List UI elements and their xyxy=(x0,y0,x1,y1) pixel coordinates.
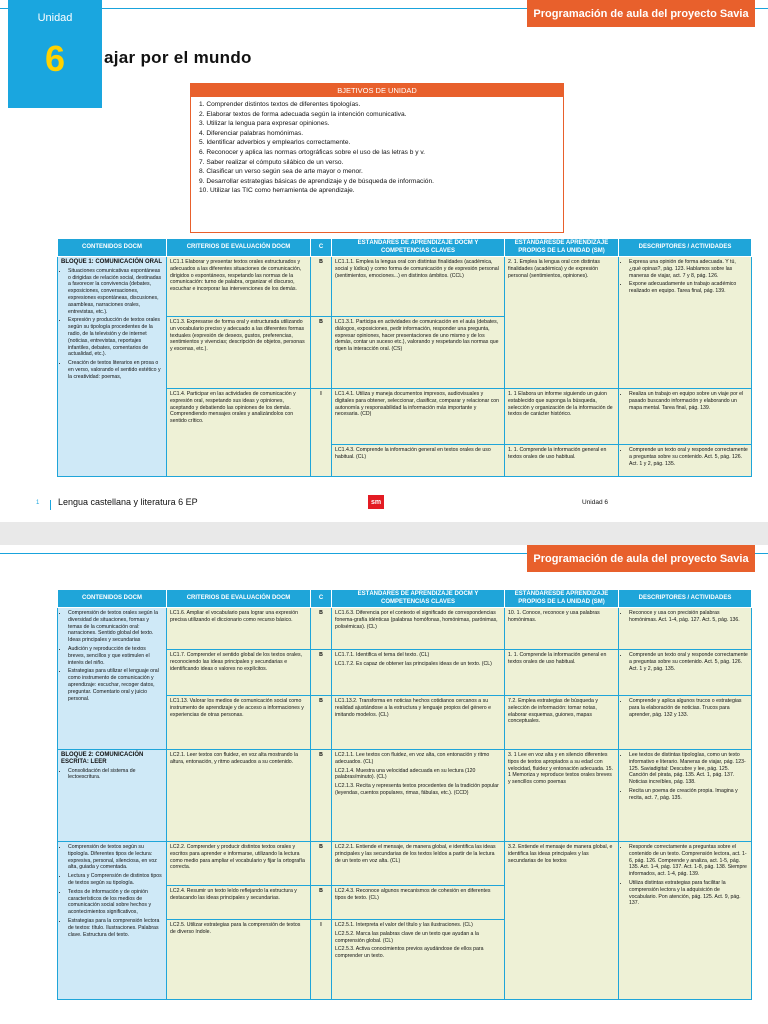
table-header-row xyxy=(58,590,752,608)
content-item: • Estrategias para utilizar el lenguaje oral como instrumento de comunicación y aprendizaje: escuchar, recoger datos, preguntar. Comentario oral y juicio personal. xyxy=(68,668,163,702)
descriptor-cell xyxy=(619,257,752,389)
standard-cell xyxy=(332,920,505,1000)
criteria-cell: LC2.5. Utilizar estrategias para la comprensión de textos de diverso índole. xyxy=(167,920,311,1000)
level-cell: B xyxy=(311,696,332,750)
project-banner: Programación de aula del proyecto Savia xyxy=(527,0,755,27)
level-cell: I xyxy=(311,920,332,1000)
criteria-cell: LC1.3. Expresarse de forma oral y estructurada utilizando un vocabulario preciso y adecuado a las diferentes formas textuales (expresión de deseos, gustos, preferencias, sentimientos y vivencias; descripción de objetos, personas y escenas, etc.). xyxy=(167,317,311,389)
footer-divider xyxy=(50,500,51,510)
col-header: ESTÁNDARESDE APRENDIZAJE PROPIOS DE LA UNIDAD (SM) xyxy=(505,590,619,608)
descriptor-item: • Expresa una opinión de forma adecuada. Y tú, ¿qué opinas?, pág. 123. Hablamos sobre las maneras de viajar, act. 7 y 8, pág. 126. xyxy=(629,259,748,279)
objective-item: 6. Reconocer y aplica las normas ortográficas sobre el uso de las letras b y v. xyxy=(199,148,426,156)
descriptor-cell xyxy=(619,696,752,750)
descriptor-cell xyxy=(619,389,752,445)
criteria-cell: LC2.2. Comprender y producir distintos textos orales y escritos para aprender e informarse, utilizando la lectura como medio para ampliar el vocabulario y fijar la ortografía correcta. xyxy=(167,842,311,886)
planning-table-2 xyxy=(57,589,752,1000)
objective-item: 10. Utilizar las TIC como herramienta de aprendizaje. xyxy=(199,187,355,195)
sm-standard-cell: 3. 1 Lee en voz alta y en silencio diferentes tipos de textos apropiados a su edad con velocidad, fluidez y entonación adecuada. 15. 1 Memoriza y reproduce textos orales breves y sencillos como poemas xyxy=(505,750,619,842)
criteria-cell: LC1.6. Ampliar el vocabulario para lograr una expresión precisa utilizando el diccionario como recurso básico. xyxy=(167,608,311,650)
col-header: CONTENIDOS DOCM xyxy=(58,239,167,257)
descriptor-item: • Realiza un trabajo en equipo sobre un viaje por el pasado buscando información y elaborando un mapa mental. Tarea final, pág. 139. xyxy=(629,391,748,411)
sm-standard-cell: 3.2. Entiende el mensaje de manera global, e identifica las ideas principales y las secundarias de los textos xyxy=(505,842,619,1000)
block-title: BLOQUE 2: COMUNICACIÓN ESCRITA: LEER xyxy=(61,752,144,765)
page-separator xyxy=(0,522,768,545)
standard-cell: LC2.4.3. Reconoce algunos mecanismos de cohesión en diferentes tipos de texto. (CL) xyxy=(332,886,505,920)
unit-label: Unidad xyxy=(37,12,73,24)
descriptor-item: • Comprende y aplica algunos trucos o estrategias para la elaboración de noticias. Trucos para aprender, pág. 132 y 133. xyxy=(629,698,748,718)
contents-cell xyxy=(58,750,167,842)
page-number: 1 xyxy=(36,500,40,506)
standard-cell: LC1.4.1. Utiliza y maneja documentos impresos, audiovisuales y digitales para obtener, seleccionar, clasificar, comparar y relacionar con autonomía y responsabilidad la información más importante y necesaria. (CD) xyxy=(332,389,505,445)
sm-standard-cell: 1. 1. Comprende la información general en textos orales de uso habitual. xyxy=(505,650,619,696)
table-row xyxy=(58,750,752,842)
page-footer xyxy=(0,494,768,516)
standard-item: LC2.5.1. Interpreta el valor del título y las ilustraciones. (CL) xyxy=(335,922,473,928)
sm-logo-icon: sm xyxy=(368,495,384,509)
objective-item: 7. Saber realizar el cómputo silábico de un verso. xyxy=(199,158,344,166)
col-header: CRITERIOS DE EVALUACIÓN DOCM xyxy=(167,590,311,608)
descriptor-item: • Reconoce y usa con precisión palabras homónimas. Act. 1-4, pág. 127. Act. 5, pág. 136. xyxy=(629,610,748,624)
standard-item: LC2.1.1. Lee textos con fluidez, en voz alta, con entonación y ritmo adecuados. (CL) xyxy=(335,752,490,765)
descriptor-cell xyxy=(619,650,752,696)
sm-standard-cell: 2. 1. Emplea la lengua oral con distintas finalidades (académica) y de expresión personal (sentimientos, opiniones). xyxy=(505,257,619,389)
standard-item: LC1.7.1. Identifica el tema del texto. (CL) xyxy=(335,652,430,658)
content-item: • Expresión y producción de textos orales según su tipología procedentes de la radio, de la televisión y de internet (noticias, entrevistas, reportajes infantiles, debates, comentarios de actualidad, etc.). xyxy=(68,317,163,358)
level-cell: B xyxy=(311,842,332,886)
criteria-cell: LC1.4. Participar en las actividades de comunicación y expresión oral, respetando sus ideas y opiniones, aceptando y debatiendo las opiniones de los demás. Comprendiendo mensajes orales y analizándolos con sentido crítico. xyxy=(167,389,311,477)
footer-subject: Lengua castellana y literatura 6 EP xyxy=(58,497,198,507)
col-header: DESCRIPTORES / ACTIVIDADES xyxy=(619,239,752,257)
objective-item: 3. Utilizar la lengua para expresar opiniones. xyxy=(199,120,330,128)
standard-item: LC2.1.3. Recita y representa textos procedentes de la tradición popular (leyendas, cuentos populares, rimas, fábulas, etc.). (CCD) xyxy=(335,783,499,796)
unit-number: 6 xyxy=(44,38,66,79)
content-item: • Situaciones comunicativas espontáneas o dirigidas de relación social, destinadas a favorecer la convivencia (debates, exposiciones, conversaciones, expresiones espontáneas, discusiones, asambleas, narraciones orales, entrevistas, etc.). xyxy=(68,268,163,316)
col-header: DESCRIPTORES / ACTIVIDADES xyxy=(619,590,752,608)
standard-cell: LC1.4.3. Comprende la información general en textos orales de uso habitual. (CL) xyxy=(332,445,505,477)
descriptor-item: • Recita un poema de creación propia. Imagina y recita, act. 7, pág. 135. xyxy=(629,788,748,802)
footer-unit: Unidad 6 xyxy=(582,499,609,506)
sm-standard-cell: 10. 1. Conoce, reconoce y usa palabras homónimas. xyxy=(505,608,619,650)
level-cell: B xyxy=(311,317,332,389)
level-cell: I xyxy=(311,389,332,477)
objective-item: 4. Diferenciar palabras homónimas. xyxy=(199,129,304,137)
table-row xyxy=(58,842,752,886)
standard-item: LC2.5.2. Marca las palabras clave de un texto que ayudan a la comprensión global. (CL) xyxy=(335,930,479,944)
standard-item: LC1.7.2. Es capaz de obtener las principales ideas de un texto. (CL) xyxy=(335,660,492,667)
col-header: ESTÁNDARESDE APRENDIZAJE PROPIOS DE LA UNIDAD (SM) xyxy=(505,239,619,257)
col-header: C xyxy=(311,590,332,608)
content-item: • Creación de textos literarios en prosa o en verso, valorando el sentido estético y la creatividad: poemas, xyxy=(68,360,163,380)
content-item: • Consolidación del sistema de lectoescritura. xyxy=(68,768,163,782)
table-row xyxy=(58,257,752,317)
level-cell: B xyxy=(311,650,332,696)
criteria-cell: LC1.13. Valorar los medios de comunicación social como instrumento de aprendizaje y de acceso a informaciones y experiencias de otras personas. xyxy=(167,696,311,750)
descriptor-item: • Expone adecuadamente un trabajo académico realizado en equipo. Tarea final, pág. 139. xyxy=(629,281,748,295)
standard-cell: LC2.2.1. Entiende el mensaje, de manera global, e identifica las ideas principales y las secundarias de los textos leídos a partir de la lectura de un texto en voz alta. (CL) xyxy=(332,842,505,886)
level-cell: B xyxy=(311,886,332,920)
contents-cell xyxy=(58,842,167,1000)
objective-item: 9. Desarrollar estrategias básicas de aprendizaje y de búsqueda de información. xyxy=(199,177,434,185)
project-banner: Programación de aula del proyecto Savia xyxy=(527,545,755,572)
content-item: • Estrategias para la comprensión lectora de textos: título. Ilustraciones. Palabras clave. Estructura del texto. xyxy=(68,918,163,938)
standard-cell: LC1.1.1. Emplea la lengua oral con distintas finalidades (académica, social y lúdica) y como forma de comunicación y de expresión personal (sentimientos, emociones...) en distintos ámbitos. (CCL) xyxy=(332,257,505,317)
level-cell: B xyxy=(311,608,332,650)
content-item: • Lectura y Comprensión de distintos tipos de textos según su tipología. xyxy=(68,873,163,887)
level-cell: B xyxy=(311,257,332,317)
objectives-list xyxy=(191,97,563,196)
block-title: BLOQUE 1: COMUNICACIÓN ORAL xyxy=(61,259,162,265)
table-header-row xyxy=(58,239,752,257)
descriptor-cell xyxy=(619,842,752,1000)
planning-table-1 xyxy=(57,238,752,477)
content-item: • Comprensión de textos según su tipología. Diferentes tipos de lectura: expresiva, personal, silenciosa, en voz alta, guiada y comentada. xyxy=(68,844,163,871)
criteria-cell: LC1.1 Elaborar y presentar textos orales estructurados y adecuados a las diferentes situaciones de comunicación, dirigidos o espontáneos, respetando las normas de la comunicación: turno de palabra, organizar el discurso, escuchar e incorporar las intervenciones de los demás. xyxy=(167,257,311,317)
level-cell: B xyxy=(311,750,332,842)
descriptor-item: • Lee textos de distintas tipologías, como un texto informativo e literario. Maneras de viajar, pág. 123-125. Saviadigital: Descubre y lee, pág. 125. Canción del pirata, pág. 135. Act. 1, pág. 137. Noticias increíbles, pág. 138. xyxy=(629,752,748,786)
descriptor-cell xyxy=(619,750,752,842)
contents-cell xyxy=(58,257,167,477)
objective-item: 2. Elaborar textos de forma adecuada según la intención comunicativa. xyxy=(199,110,407,118)
standard-cell xyxy=(332,650,505,696)
page-2 xyxy=(0,545,768,1024)
standard-item: LC2.5.3. Activa conocimientos previos ayudándose de ellos para comprender un texto. xyxy=(335,946,484,960)
descriptor-item: • Comprende un texto oral y responde correctamente a preguntas sobre su contenido. Act. 5, pág. 126. Act. 1 y 2, pág. 135. xyxy=(629,652,748,672)
table-row xyxy=(58,608,752,650)
unit-title: ajar por el mundo xyxy=(104,48,252,67)
contents-cell xyxy=(58,608,167,750)
descriptor-item: • Comprende un texto oral y responde correctamente a preguntas sobre su contenido. Act. 5, pág. 126. Act. 1 y 2, pág. 135. xyxy=(629,447,748,467)
unit-box xyxy=(8,0,102,108)
col-header: CONTENIDOS DOCM xyxy=(58,590,167,608)
col-header: ESTÁNDARES DE APRENDIZAJE DOCM Y COMPETENCIAS CLAVES xyxy=(332,590,505,608)
descriptor-cell xyxy=(619,608,752,650)
objective-item: 1. Comprender distintos textos de diferentes tipologías. xyxy=(199,101,361,108)
criteria-cell: LC2.1. Leer textos con fluidez, en voz alta mostrando la altura, entonación, y ritmo adecuados a su contenido. xyxy=(167,750,311,842)
objective-item: 8. Clasificar un verso según sea de arte mayor o menor. xyxy=(199,168,363,176)
content-item: • Audición y reproducción de textos breves, sencillos y que estimulen el interés del niño. xyxy=(68,646,163,666)
criteria-cell: LC1.7. Comprender el sentido global de los textos orales, reconociendo las ideas principales y secundarias e identificando ideas o valores no explícitos. xyxy=(167,650,311,696)
objectives-box xyxy=(190,83,564,233)
standard-cell: LC1.13.2. Transforma en noticias hechos cotidianos cercanos a su realidad ajustándose a la estructura y lenguaje propios del género e imitando modelos. (CL) xyxy=(332,696,505,750)
sm-standard-cell: 1. 1. Comprende la información general en textos orales de uso habitual. xyxy=(505,445,619,477)
standard-cell xyxy=(332,750,505,842)
sm-standard-cell: 1. 1 Elabora un informe siguiendo un guion establecido que suponga la búsqueda, selección y organización de la información de textos de carácter histórico. xyxy=(505,389,619,445)
standard-item: LC2.1.4. Muestra una velocidad adecuada en su lectura (120 palabras/minuto). (CL) xyxy=(335,767,476,781)
descriptor-cell xyxy=(619,445,752,477)
col-header: CRITERIOS DE EVALUACIÓN DOCM xyxy=(167,239,311,257)
col-header: C xyxy=(311,239,332,257)
criteria-cell: LC2.4. Resumir un texto leído reflejando la estructura y destacando las ideas principales y secundarias. xyxy=(167,886,311,920)
content-item: • Textos de información y de opinión característicos de los medios de comunicación social sobre hechos y acontecimientos significativos, xyxy=(68,889,163,916)
standard-cell: LC1.6.3. Diferencia por el contexto el significado de correspondencias fonema-grafía idénticas (palabras homófonas, homónimas, parónimas, polisémicas). (CL) xyxy=(332,608,505,650)
objectives-heading: BJETIVOS DE UNIDAD xyxy=(191,84,563,97)
content-item: • Comprensión de textos orales según la diversidad de situaciones, formas y temas de la comunicación oral: narraciones. Sentido global del texto. Ideas principales y secundarias xyxy=(68,610,163,644)
objective-item: 5. Identificar adverbios y emplearlos correctamente. xyxy=(199,139,351,147)
descriptor-item: • Utiliza distintas estrategias para facilitar la comprensión lectora y la adquisición de vocabulario. Pon atención, pág. 125. Act. 9, pág. 137. xyxy=(629,880,748,907)
col-header: ESTÁNDARES DE APRENDIZAJE DOCM Y COMPETENCIAS CLAVES xyxy=(332,239,505,257)
sm-standard-cell: 7.2. Emplea estrategias de búsqueda y selección de información: tomar notas, elaborar esquemas, guiones, mapas conceptuales. xyxy=(505,696,619,750)
standard-cell: LC1.3.1. Participa en actividades de comunicación en el aula (debates, diálogos, exposiciones, pedir información, responder una pregunta, expresar opiniones, hacer presentaciones de uno mismo y de los demás, contar un suceso etc.), valorando y respetando las normas que rigen la interacción oral. (CS) xyxy=(332,317,505,389)
descriptor-item: • Responde correctamente a preguntas sobre el contenido de un texto. Comprensión lectora, act. 1-6, pág. 126. Comprende y analiza, act. 1-5, pág. 135. Act. 1-4, pág. 137. Act. 1-8, pág. 138. Siempre informados, act. 1-4, pág. 139. xyxy=(629,844,748,878)
